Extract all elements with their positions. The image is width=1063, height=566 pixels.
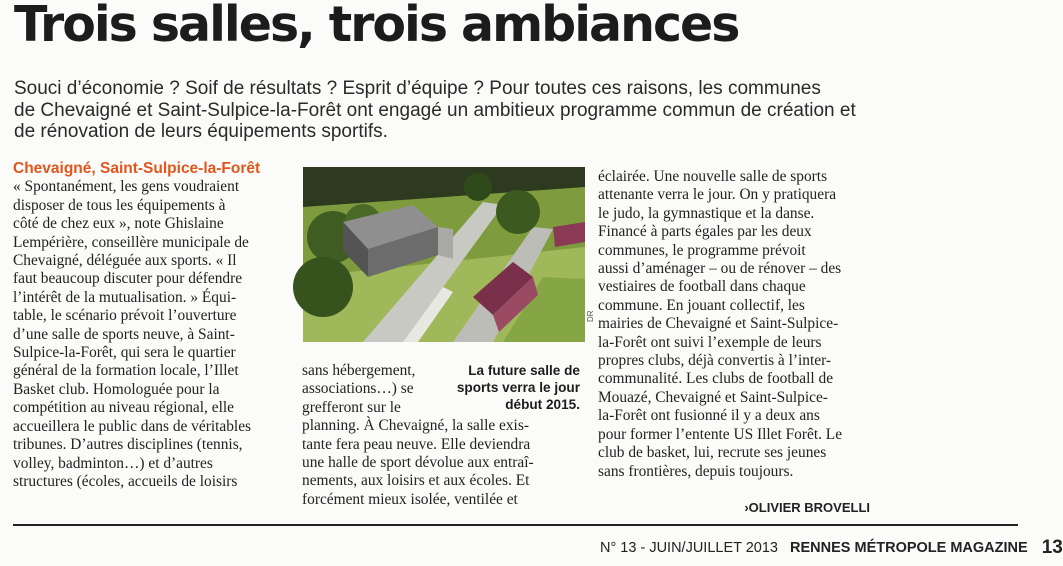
text-line: sans frontières, depuis toujours. — [598, 462, 794, 480]
text-line: éclairée. Une nouvelle salle de sports — [598, 168, 828, 185]
text-line: Sulpice-la-Forêt, qui sera le quartier — [13, 344, 236, 362]
footer-divider — [13, 524, 1018, 526]
text-line: pour former l’entente US Illet Forêt. Le — [598, 425, 843, 443]
text-line: la-Forêt ont suivi l’exemple de leurs — [598, 333, 822, 351]
text-line: commune. En jouant collectif, les — [598, 296, 805, 314]
column-1 — [13, 160, 287, 491]
text-line: table, le scénario prévoit l’ouverture — [13, 307, 237, 325]
text-line: la-Forêt ont fusionné il y a deux ans — [598, 407, 820, 425]
article-title: Trois salles, trois ambiances — [14, 0, 739, 53]
aerial-rendering-illustration — [303, 167, 585, 342]
column-3-text — [598, 168, 874, 481]
text-line: faut beaucoup discuter pour défendre — [13, 270, 243, 288]
text-line: grefferont sur le — [302, 398, 401, 416]
text-line: vestiaires de football dans chaque — [598, 278, 806, 296]
text-line: Basket club. Homologuée pour la — [13, 380, 220, 398]
text-line: « Spontanément, les gens voudraient — [13, 178, 240, 196]
page-footer — [600, 536, 1063, 558]
author-byline: ›OLIVIER BROVELLI — [744, 500, 870, 515]
caption-line: sports verra le jour — [456, 380, 580, 395]
text-line: Chevaigné, déléguée aux sports. « Il — [13, 252, 237, 270]
text-line: d’une salle de sports neuve, à Saint- — [13, 325, 235, 343]
text-line: disposer de tous les équipements à — [13, 196, 226, 214]
caption-line: La future salle de — [468, 363, 580, 378]
text-line: structures (écoles, accueils de loisirs — [13, 472, 238, 490]
magazine-name: RENNES MÉTROPOLE MAGAZINE — [790, 540, 1028, 556]
lead-line: de rénovation de leurs équipements sportifs. — [14, 121, 388, 142]
issue-date: N° 13 - JUIN/JUILLET 2013 — [600, 540, 778, 556]
text-line: nements, aux loisirs et aux écoles. Et — [302, 472, 530, 490]
text-line: une halle de sport dévolue aux entraî- — [302, 454, 534, 472]
text-line: associations…) se — [302, 380, 414, 398]
text-line: sans hébergement, — [302, 362, 416, 379]
text-line: planning. À Chevaigné, la salle exis- — [302, 417, 529, 435]
text-line: côté de chez eux », note Ghislaine — [13, 215, 224, 233]
building-rendering-image — [303, 167, 585, 342]
text-line: général de la formation locale, l’Illet — [13, 362, 239, 380]
text-line: Financé à parts égales par les deux — [598, 223, 812, 241]
lead-line: de Chevaigné et Saint-Sulpice-la-Forêt ont engagé un ambitieux programme commun de création et — [14, 99, 856, 121]
column-1-text — [13, 178, 287, 491]
article-lead — [14, 78, 864, 143]
text-line: attenante verra le jour. On y pratiquera — [598, 186, 837, 204]
text-line: aussi d’aménager – ou de rénover – des — [598, 260, 842, 278]
page-number: 13 — [1041, 537, 1063, 558]
text-line: volley, badminton…) et d’autres — [13, 454, 213, 472]
column-3 — [598, 168, 874, 481]
text-line: Lempérière, conseillère municipale de — [13, 233, 249, 251]
caption-line: début 2015. — [505, 397, 580, 412]
lead-line: Souci d’économie ? Soif de résultats ? Esprit d’équipe ? Pour toutes ces raisons, les communes — [14, 78, 821, 99]
text-line: tante fera peau neuve. Elle deviendra — [302, 435, 531, 453]
text-line: tribunes. D’autres disciplines (tennis, — [13, 436, 243, 454]
text-line: communes, le programme prévoit — [598, 241, 806, 259]
text-line: forcément mieux isolée, ventilée et — [302, 490, 518, 508]
text-line: le judo, la gymnastique et la danse. — [598, 204, 815, 222]
text-line: propres clubs, déjà convertis à l’inter- — [598, 352, 832, 370]
text-line: Mouazé, Chevaigné et Saint-Sulpice- — [598, 388, 828, 406]
photo-caption — [448, 362, 580, 413]
text-line: accueillera le public dans de véritables — [13, 417, 252, 435]
photo-credit: DR — [586, 310, 595, 322]
text-line: compétition au niveau régional, elle — [13, 399, 234, 417]
article-kicker: Chevaigné, Saint-Sulpice-la-Forêt — [13, 160, 261, 177]
text-line: mairies de Chevaigné et Saint-Sulpice- — [598, 315, 839, 333]
text-line: communalité. Les clubs de football de — [598, 370, 834, 388]
text-line: l’intérêt de la mutualisation. » Équi- — [13, 288, 237, 306]
text-line: club de basket, lui, recrute ses jeunes — [598, 444, 827, 462]
